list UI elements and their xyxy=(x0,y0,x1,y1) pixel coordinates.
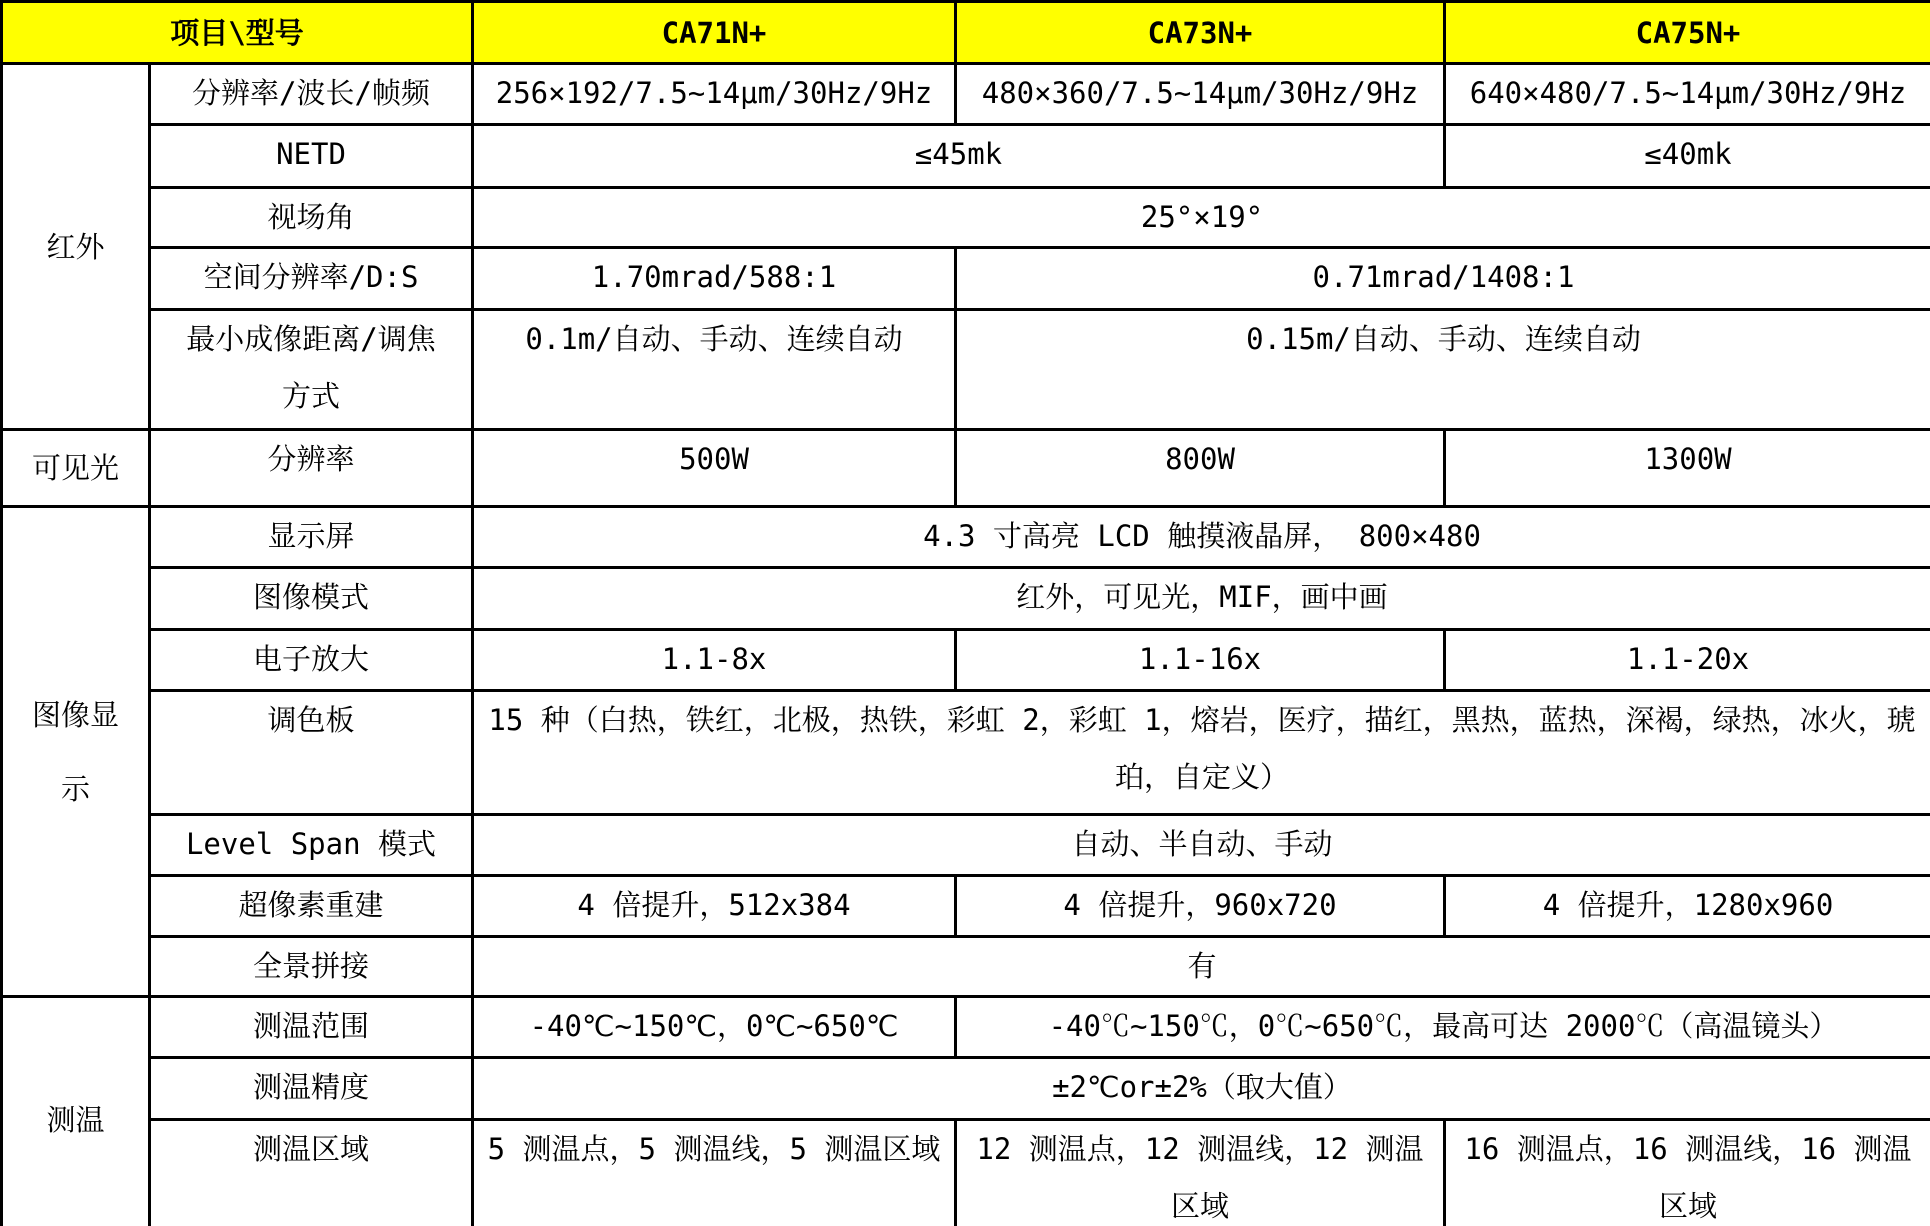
row-label: 图像模式 xyxy=(150,568,473,630)
row-label: 测温范围 xyxy=(150,997,473,1058)
row-label: 空间分辨率/D:S xyxy=(150,248,473,310)
table-row xyxy=(2,937,1930,997)
row-label: 视场角 xyxy=(150,188,473,248)
spec-value: 1.1-20x xyxy=(1445,630,1930,691)
table-row xyxy=(2,430,1930,507)
row-label: 显示屏 xyxy=(150,507,473,568)
row-label: 分辨率/波长/帧频 xyxy=(150,64,473,125)
row-label: 分辨率 xyxy=(150,430,473,507)
spec-value: 16 测温点，16 测温线，16 测温区域 xyxy=(1445,1120,1930,1226)
spec-value: -40℃~150℃，0℃~650℃，最高可达 2000℃（高温镜头） xyxy=(956,997,1930,1058)
row-label: 调色板 xyxy=(150,691,473,815)
spec-value: 256×192/7.5~14μm/30Hz/9Hz xyxy=(473,64,956,125)
row-label: 超像素重建 xyxy=(150,876,473,937)
spec-value: 4 倍提升，1280x960 xyxy=(1445,876,1930,937)
table-row xyxy=(2,568,1930,630)
table-row xyxy=(2,876,1930,937)
header-row xyxy=(2,2,1930,64)
group-label-thermometry: 测温 xyxy=(2,997,150,1226)
model-header-ca71n: CA71N+ xyxy=(473,2,956,64)
corner-header: 项目\型号 xyxy=(2,2,473,64)
table-row xyxy=(2,248,1930,310)
table-row xyxy=(2,125,1930,188)
spec-value: 640×480/7.5~14μm/30Hz/9Hz xyxy=(1445,64,1930,125)
table-row xyxy=(2,310,1930,430)
spec-value: 480×360/7.5~14μm/30Hz/9Hz xyxy=(956,64,1445,125)
spec-value: 1.1-16x xyxy=(956,630,1445,691)
table-row xyxy=(2,1058,1930,1120)
spec-value: 25°×19° xyxy=(473,188,1930,248)
table-row xyxy=(2,1120,1930,1226)
spec-value: 4 倍提升，512x384 xyxy=(473,876,956,937)
spec-value: 1.1-8x xyxy=(473,630,956,691)
table-row xyxy=(2,691,1930,815)
spec-value: 15 种（白热，铁红，北极，热铁，彩虹 2，彩虹 1，熔岩，医疗，描红，黑热，蓝热，深褐，绿热，冰火，琥珀，自定义） xyxy=(473,691,1930,815)
table-row xyxy=(2,815,1930,876)
spec-value: 有 xyxy=(473,937,1930,997)
row-label: 测温精度 xyxy=(150,1058,473,1120)
spec-value: 自动、半自动、手动 xyxy=(473,815,1930,876)
spec-value: 0.15m/自动、手动、连续自动 xyxy=(956,310,1930,430)
spec-value: 500W xyxy=(473,430,956,507)
row-label: Level Span 模式 xyxy=(150,815,473,876)
spec-value: ≤40mk xyxy=(1445,125,1930,188)
spec-value: 5 测温点，5 测温线，5 测温区域 xyxy=(473,1120,956,1226)
table-row xyxy=(2,188,1930,248)
row-label: 全景拼接 xyxy=(150,937,473,997)
spec-value: 4.3 寸高亮 LCD 触摸液晶屏， 800×480 xyxy=(473,507,1930,568)
row-label: 电子放大 xyxy=(150,630,473,691)
table-row xyxy=(2,507,1930,568)
row-label: 最小成像距离/调焦方式 xyxy=(150,310,473,430)
model-header-ca75n: CA75N+ xyxy=(1445,2,1930,64)
spec-value: ±2℃or±2%（取大值） xyxy=(473,1058,1930,1120)
spec-value: 1300W xyxy=(1445,430,1930,507)
group-label-image-display: 图像显示 xyxy=(2,507,150,997)
spec-value: ≤45mk xyxy=(473,125,1445,188)
spec-value: 4 倍提升，960x720 xyxy=(956,876,1445,937)
spec-value: 0.1m/自动、手动、连续自动 xyxy=(473,310,956,430)
table-row xyxy=(2,997,1930,1058)
spec-value: 1.70mrad/588:1 xyxy=(473,248,956,310)
spec-value: 0.71mrad/1408:1 xyxy=(956,248,1930,310)
row-label: 测温区域 xyxy=(150,1120,473,1226)
spec-value: 红外，可见光，MIF，画中画 xyxy=(473,568,1930,630)
table-row xyxy=(2,64,1930,125)
group-label-visible-light: 可见光 xyxy=(2,430,150,507)
model-header-ca73n: CA73N+ xyxy=(956,2,1445,64)
row-label: NETD xyxy=(150,125,473,188)
spec-value: -40℃~150℃，0℃~650℃ xyxy=(473,997,956,1058)
group-label-infrared: 红外 xyxy=(2,64,150,430)
spec-value: 800W xyxy=(956,430,1445,507)
table-row xyxy=(2,630,1930,691)
spec-value: 12 测温点，12 测温线，12 测温区域 xyxy=(956,1120,1445,1226)
